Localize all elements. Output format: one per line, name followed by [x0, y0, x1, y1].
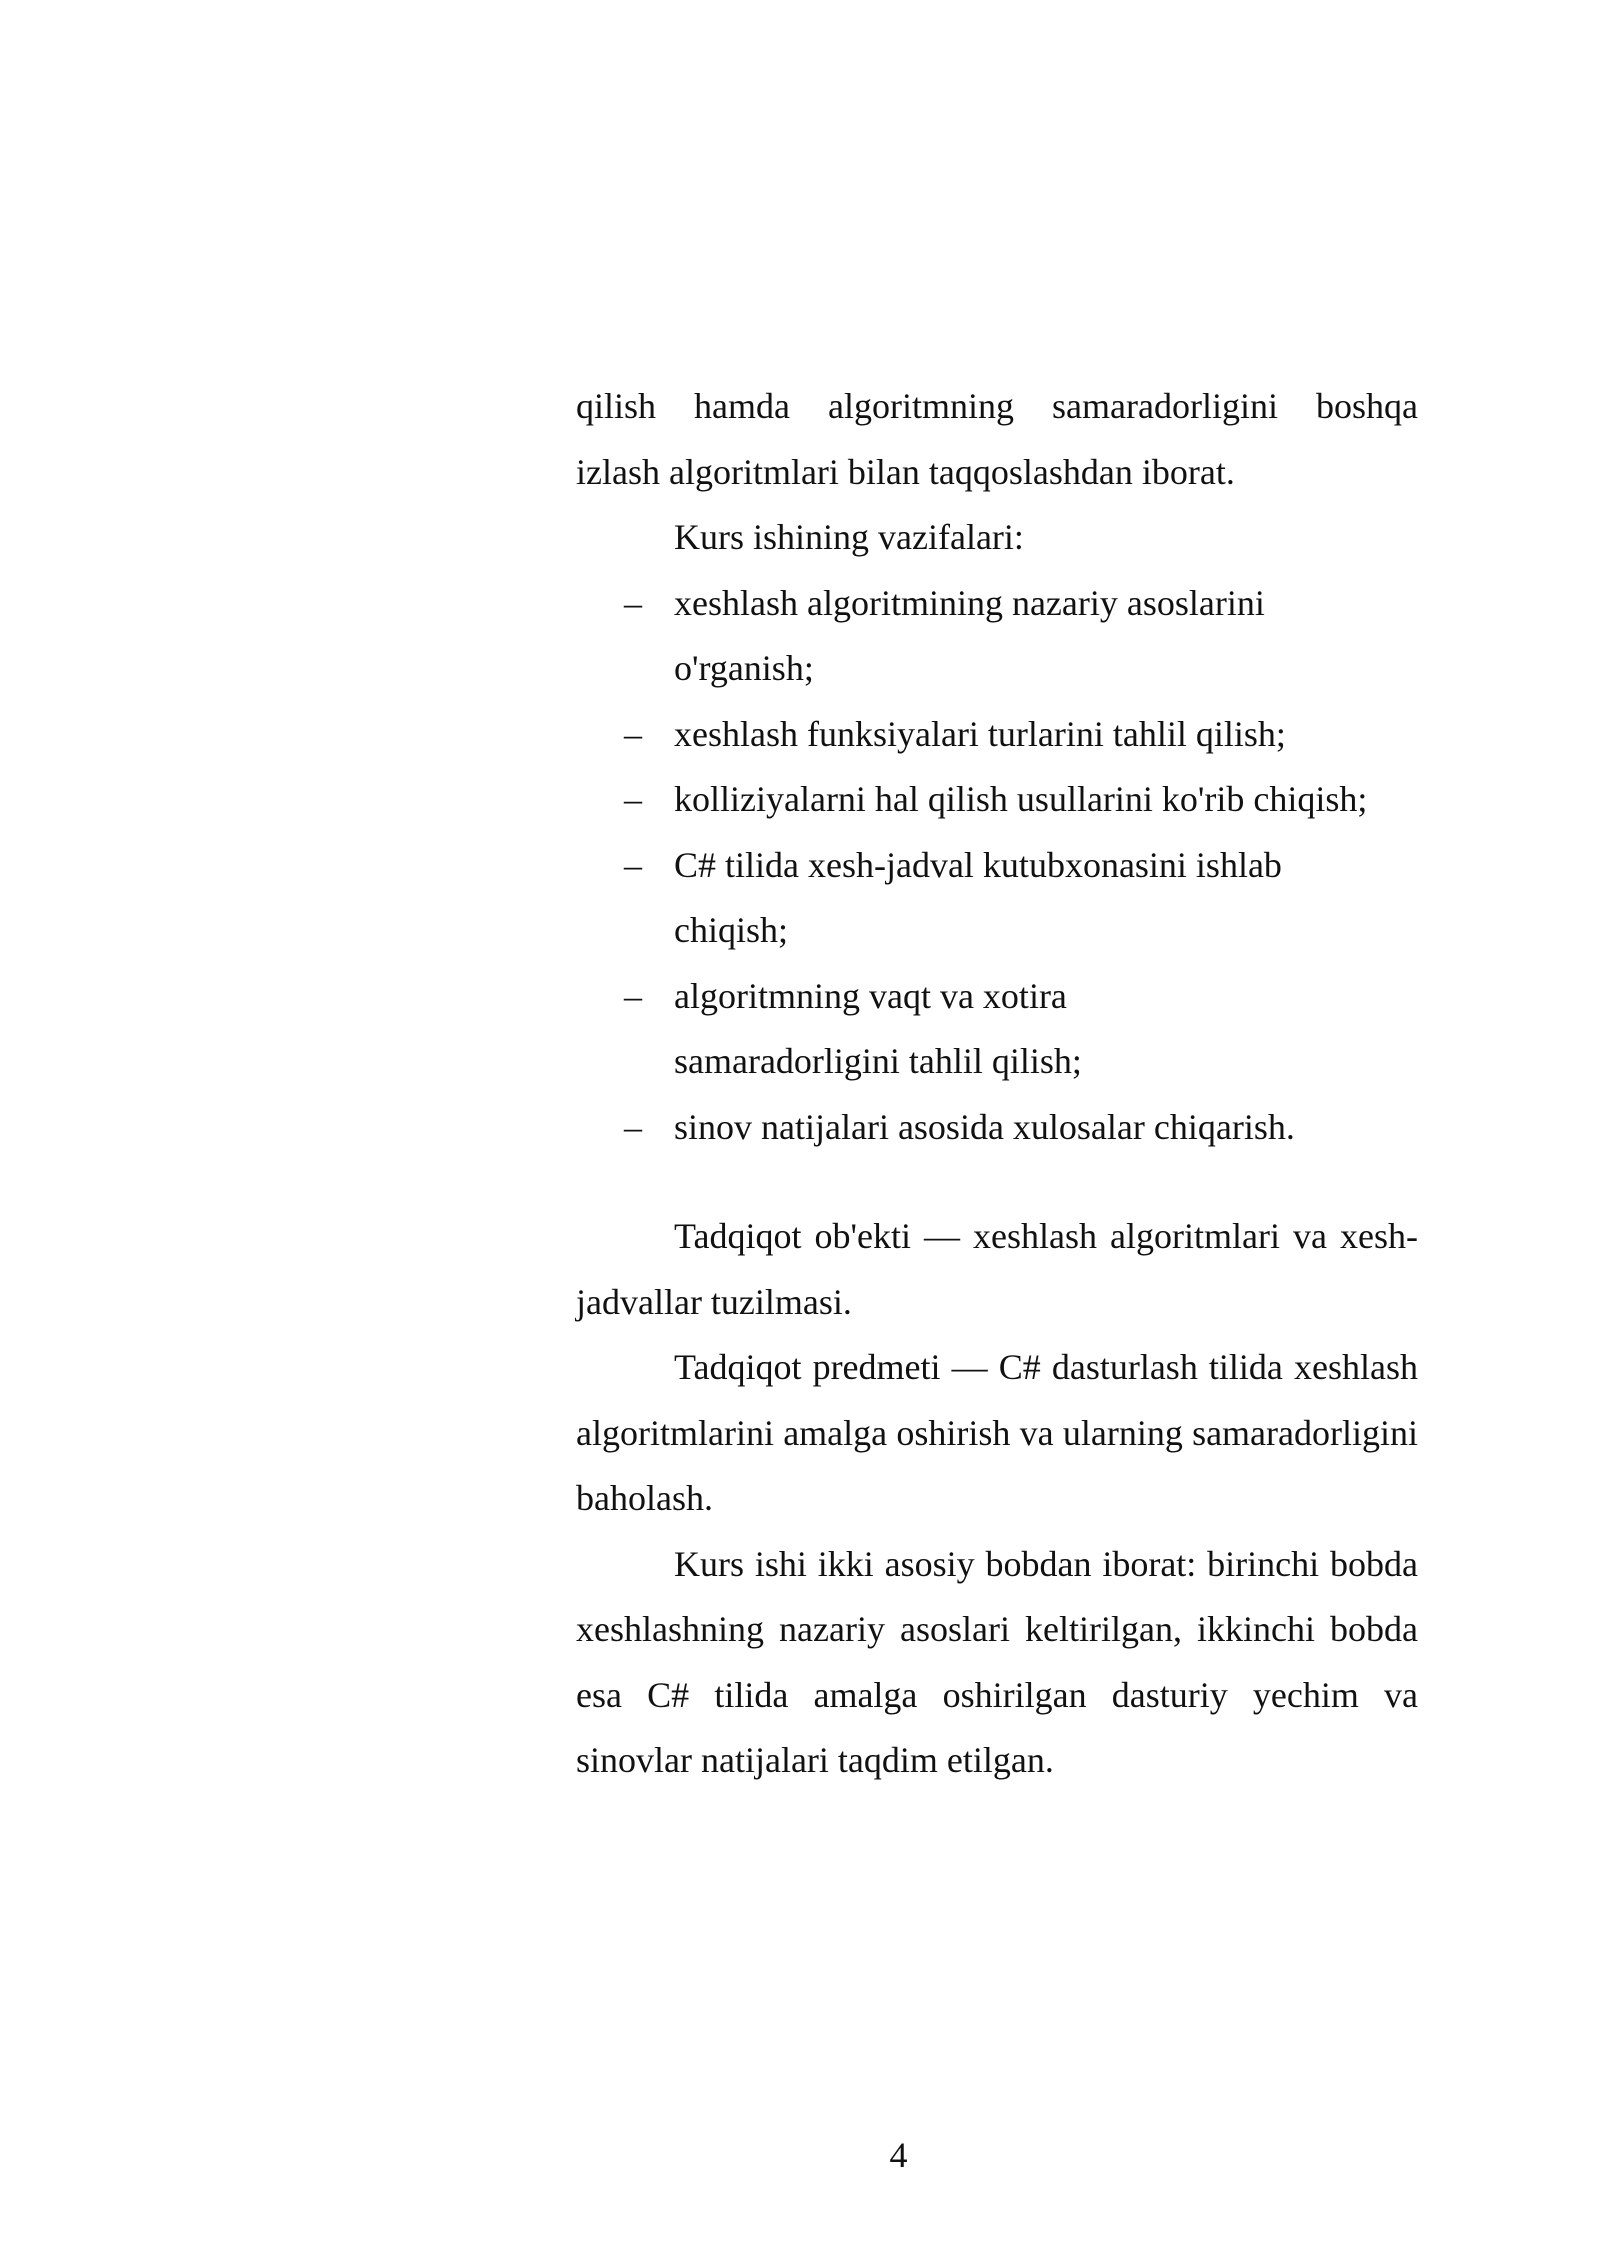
page-content — [576, 374, 1418, 1794]
research-subject-paragraph: Tadqiqot predmeti — C# dasturlash tilida xeshlash algoritmlarini amalga oshirish va ularning samaradorligini baholash. — [576, 1347, 1418, 1518]
list-dash: – — [624, 779, 642, 819]
structure-paragraph: Kurs ishi ikki asosiy bobdan iborat: birinchi bobda xeshlashning nazariy asoslari keltirilgan, ikkinchi bobda esa C# tilida amalga oshirilgan dasturiy yechim va sinovlar natijalari taqdim etilgan. — [576, 1543, 1418, 1780]
list-item — [576, 833, 1294, 964]
list-dash: – — [624, 1106, 642, 1147]
list-item-text: xeshlash funksiyalari turlarini tahlil qilish; — [674, 713, 1286, 754]
list-item-text: xeshlash algoritmining nazariy asoslarini o'rganish; — [674, 582, 1265, 688]
list-dash: – — [624, 582, 642, 623]
page-number: 4 — [889, 2135, 908, 2175]
tasks-list — [576, 571, 1418, 1161]
list-item — [576, 964, 1294, 1095]
list-item-text: kolliziyalarni hal qilish usullarini ko'rib chiqish; — [674, 779, 1368, 819]
list-item — [576, 767, 1434, 833]
list-dash: – — [624, 713, 642, 754]
research-object-paragraph: Tadqiqot ob'ekti — xeshlash algoritmlari va xesh-jadvallar tuzilmasi. — [576, 1216, 1418, 1322]
intro-line-1: qilish hamda algoritmning samaradorligini boshqa — [576, 386, 1418, 426]
list-dash: – — [624, 844, 642, 885]
list-dash: – — [624, 975, 642, 1016]
list-item — [576, 571, 1294, 702]
intro-line-2: izlash algoritmlari bilan taqqoslashdan iborat. — [576, 451, 1235, 492]
list-item — [576, 702, 1434, 768]
tasks-heading: Kurs ishining vazifalari: — [674, 517, 1024, 557]
list-item — [576, 1095, 1434, 1161]
list-item-text: sinov natijalari asosida xulosalar chiqarish. — [674, 1106, 1295, 1147]
list-item-text: algoritmning vaqt va xotira samaradorligini tahlil qilish; — [674, 975, 1082, 1081]
list-item-text: C# tilida xesh-jadval kutubxonasini ishlab chiqish; — [674, 844, 1282, 950]
paragraph-gap — [576, 1160, 1418, 1204]
